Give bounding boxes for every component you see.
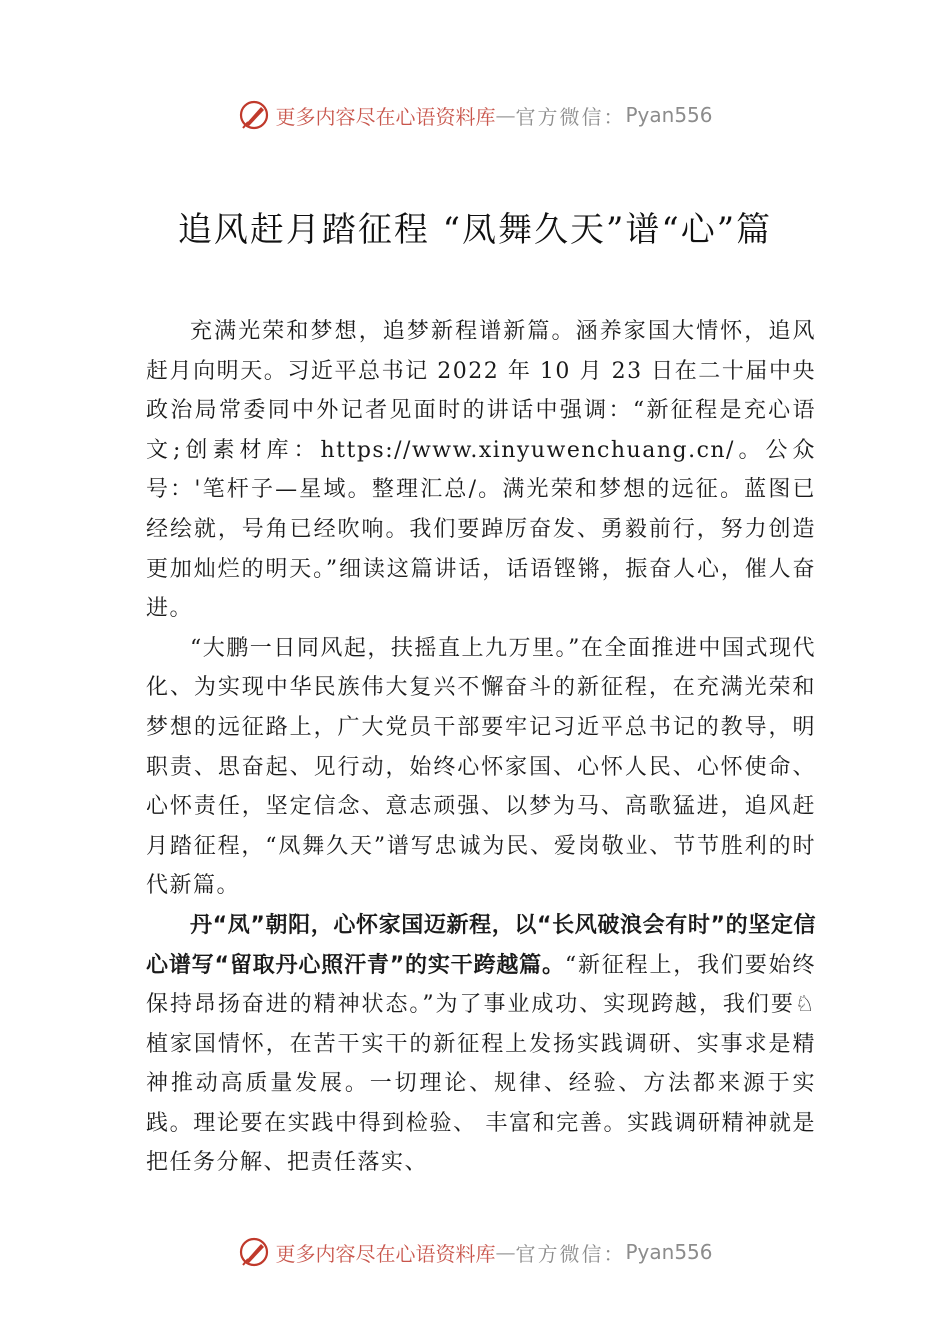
document-body [146,312,816,1183]
quill-logo-icon [237,1235,271,1269]
footer-brand: 更多内容尽在心语资料库 [275,1241,496,1266]
paragraph-1: 充满光荣和梦想，追梦新程谱新篇。涵养家国大情怀，追风赶月向明天。习近平总书记 2022 年 10 月 23 日在二十届中央政治局常委同中外记者见面时的讲话中强调：“新征程是充心语文;创素材库：https://www.xinyuwenchuang.cn/。公众号：'笔杆子—星域。整理汇总/。满光荣和梦想的远征。蓝图已经绘就，号角已经吹响。我们要踔厉奋发、勇毅前行，努力创造更加灿烂的明天。”细读这篇讲话，话语铿锵，振奋人心，催人奋进。 [146,319,816,622]
paragraph-3-lead: 丹“凤”朝阳，心怀家国迈新程，以“长风破浪会有时”的坚定信心谱写“留取丹心照汗青”的实干跨越篇。 [146,912,816,978]
footer-wechat-handle: Pyan556 [625,1240,713,1264]
paragraph-3-text: “新征程上，我们要始终保持昂扬奋进的精神状态。”为了事业成功、实现跨越，我们要♘植家国情怀，在苦干实干的新征程上发扬实践调研、实事求是精神推动高质量发展。一切理论、规律、经验、方法都来源于实践。理论要在实践中得到检验、 丰富和完善。实践调研精神就是把任务分解、把责任落实、 [146,952,816,1176]
header-brand: 更多内容尽在心语资料库 [275,104,496,129]
paragraph-3 [146,906,816,1183]
header-separator: — [495,103,516,127]
header-wechat-handle: Pyan556 [625,103,713,127]
footer-banner [0,1232,950,1272]
header-banner [0,95,950,135]
quill-logo-icon [237,98,271,132]
footer-separator: — [495,1240,516,1264]
footer-wechat-label: 官方微信： [515,1241,626,1266]
paragraph-2: “大鹏一日同风起，扶摇直上九万里。”在全面推进中国式现代化、为实现中华民族伟大复兴不懈奋斗的新征程，在充满光荣和梦想的远征路上，广大党员干部要牢记习近平总书记的教导，明职责、思奋起、见行动，始终心怀家国、心怀人民、心怀使命、心怀责任，坚定信念、意志顽强、以梦为马、高歌猛进，追风赶月踏征程，“凤舞久天”谱写忠诚为民、爱岗敬业、节节胜利的时代新篇。 [146,635,816,899]
document-title: 追风赶月踏征程 “凤舞久天”谱“心”篇 [177,210,773,250]
header-wechat-label: 官方微信： [515,104,626,129]
